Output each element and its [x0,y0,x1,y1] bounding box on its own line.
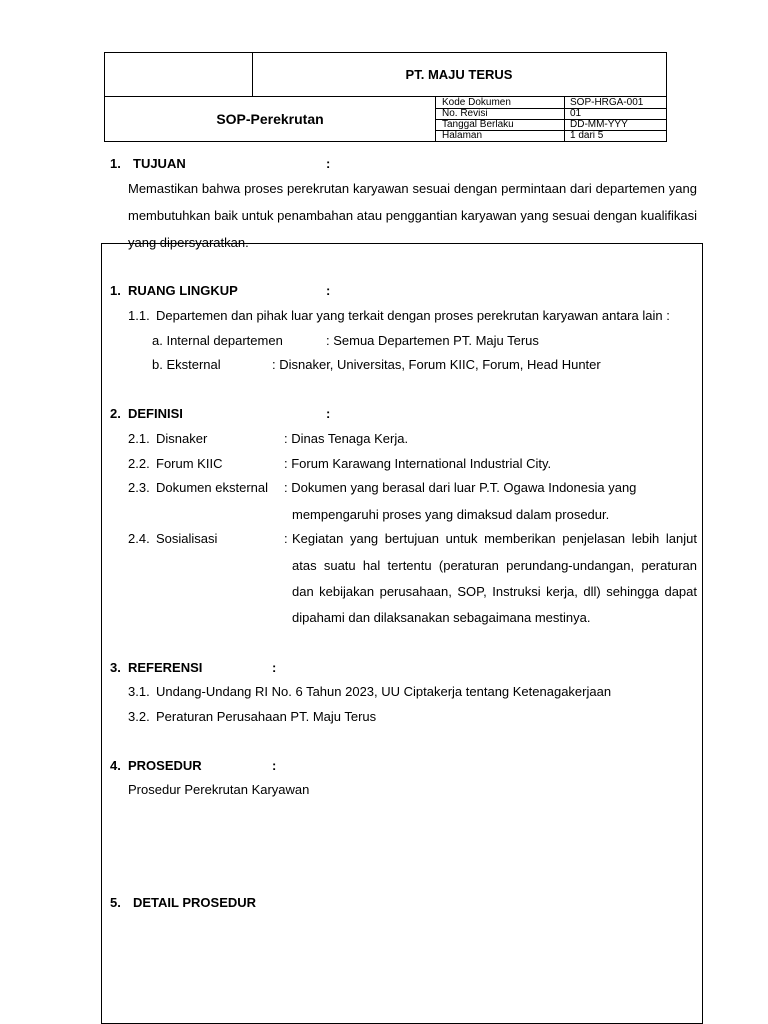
item-number: 3.2. [128,709,150,724]
logo-cell [105,53,253,97]
item-number: 1.1. [128,308,150,323]
sub-item-label: a. Internal departemen [152,333,283,348]
section-number: 5. [110,895,121,910]
definition-line: Kegiatan yang bertujuan untuk memberikan penjelasan lebih lanjut [292,531,697,546]
item-number: 2.2. [128,456,150,471]
item-number: 2.4. [128,531,150,546]
sub-item-value: : Disnaker, Universitas, Forum KIIC, Forum, Head Hunter [272,357,601,372]
section-number: 2. [110,406,121,421]
section-title-definisi: DEFINISI [128,406,183,421]
meta-value: DD-MM-YYY [570,119,628,130]
meta-key: No. Revisi [442,108,488,119]
item-number: 2.1. [128,431,150,446]
meta-row-tanggal [436,119,667,130]
procedure-text: Prosedur Perekrutan Karyawan [128,782,310,797]
section-colon: : [272,660,277,675]
paragraph-line: Memastikan bahwa proses perekrutan karyawan sesuai dengan permintaan dari departemen yang [128,181,697,196]
reference-text: Peraturan Perusahaan PT. Maju Terus [156,709,377,724]
document-meta-block [435,97,667,141]
meta-value: 01 [570,108,582,119]
item-text: Departemen dan pihak luar yang terkait dengan proses perekrutan karyawan antara lain : [156,308,670,323]
section-title-prosedur: PROSEDUR [128,758,202,773]
section-number: 1. [110,283,121,298]
meta-value: 1 dari 5 [570,130,604,141]
item-number: 3.1. [128,684,150,699]
definition-text: : Dokumen yang berasal dari luar P.T. Ogawa Indonesia yang [284,480,637,495]
definition-colon: : [284,531,288,546]
definition-line: dan kebijakan perusahaan, SOP, Instruksi kerja, dll) sehingga dapat [292,584,697,599]
company-name: PT. MAJU TERUS [405,67,513,82]
meta-key: Tanggal Berlaku [442,119,514,130]
meta-row-halaman [436,130,667,141]
paragraph-line: yang dipersyaratkan. [128,235,249,250]
definition-line: dipahami dan dilaksanakan sebagaimana mestinya. [292,610,591,625]
section-title-tujuan: TUJUAN [133,156,186,171]
definition-term: Disnaker [156,431,208,446]
definition-text: : Dinas Tenaga Kerja. [284,431,409,446]
definition-term: Dokumen eksternal [156,480,268,495]
section-title-ruang-lingkup: RUANG LINGKUP [128,283,238,298]
document-title: SOP-Perekrutan [216,111,324,127]
definition-term: Forum KIIC [156,456,223,471]
section-number: 4. [110,758,121,773]
section-colon: : [326,283,331,298]
section-colon: : [326,156,331,171]
paragraph-line: membutuhkan baik untuk penambahan atau penggantian karyawan yang sesuai dengan kualifikasi [128,208,697,223]
section-colon: : [326,406,331,421]
definition-line: atas suatu hal tertentu (peraturan perundang-undangan, peraturan [292,558,697,573]
reference-text: Undang-Undang RI No. 6 Tahun 2023, UU Ciptakerja tentang Ketenagakerjaan [156,684,612,699]
meta-key: Halaman [442,130,483,141]
definition-term: Sosialisasi [156,531,218,546]
definition-text-continued: mempengaruhi proses yang dimaksud dalam prosedur. [292,507,610,522]
meta-value: SOP-HRGA-001 [570,97,644,108]
meta-key: Kode Dokumen [442,97,511,108]
section-title-referensi: REFERENSI [128,660,203,675]
meta-row-revisi [436,108,667,119]
section-number: 1. [110,156,121,171]
sub-item-value: : Semua Departemen PT. Maju Terus [326,333,539,348]
section-title-detail-prosedur: DETAIL PROSEDUR [133,895,257,910]
meta-row-kode [436,97,667,108]
section-number: 3. [110,660,121,675]
sub-item-label: b. Eksternal [152,357,221,372]
section-colon: : [272,758,277,773]
definition-text: : Forum Karawang International Industrial City. [284,456,552,471]
item-number: 2.3. [128,480,150,495]
document-header-table [104,52,667,142]
